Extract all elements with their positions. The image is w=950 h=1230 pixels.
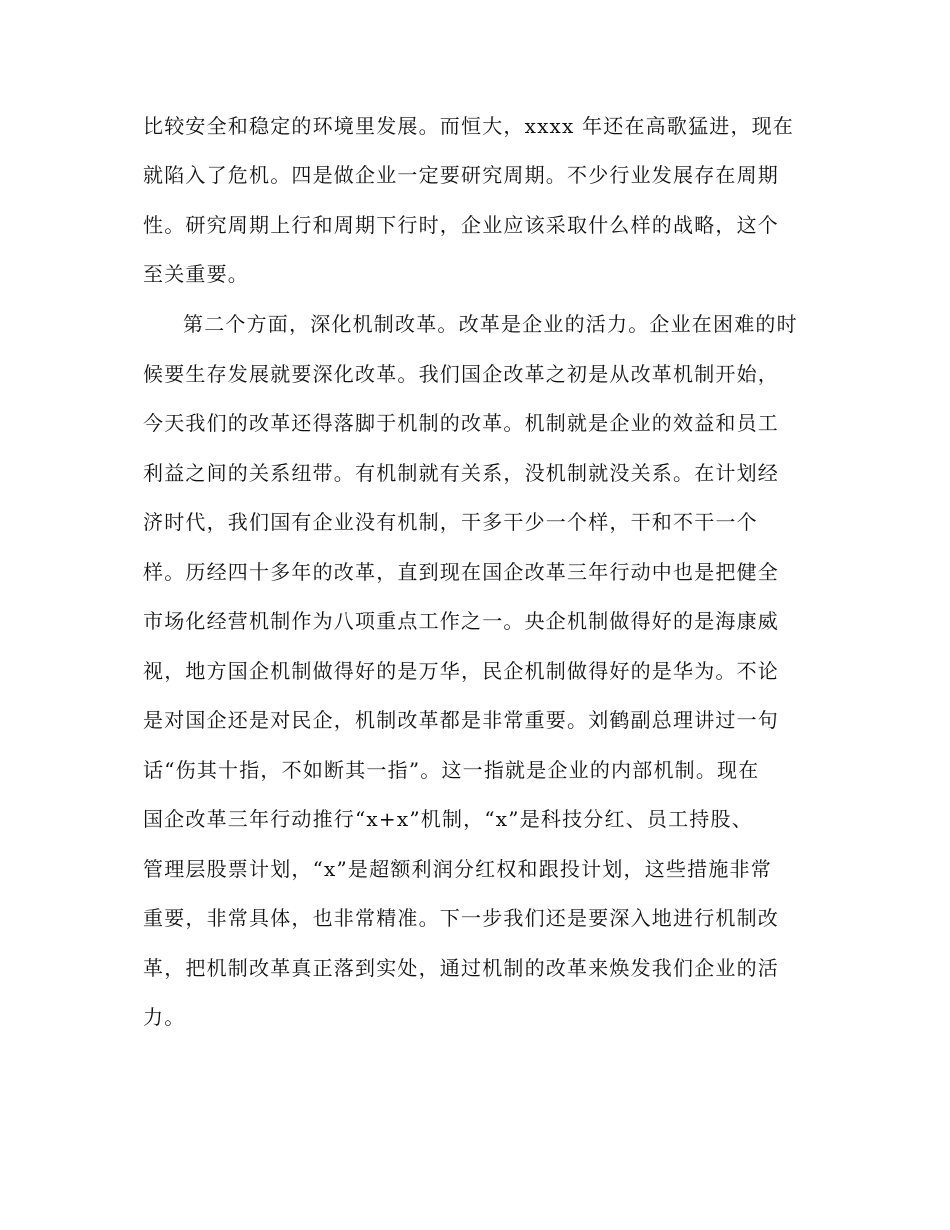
text-line: 市场化经营机制作为八项重点工作之一。央企机制做得好的是海康威 bbox=[143, 609, 779, 633]
text-line: 力。 bbox=[143, 1005, 186, 1029]
text-line: 就陷入了危机。四是做企业一定要研究周期。不少行业发展存在周期 bbox=[143, 163, 779, 187]
text-line: 革，把机制改革真正落到实处，通过机制的改革来焕发我们企业的活 bbox=[143, 956, 779, 980]
text-line: 管理层股票计划，“x”是超额利润分红权和跟投计划，这些措施非常 bbox=[143, 857, 772, 881]
text-line: 今天我们的改革还得落脚于机制的改革。机制就是企业的效益和员工 bbox=[143, 411, 779, 435]
text-line: 是对国企还是对民企，机制改革都是非常重要。刘鹤副总理讲过一句 bbox=[143, 708, 779, 732]
text-line: 济时代，我们国有企业没有机制，干多干少一个样，干和不干一个 bbox=[143, 510, 758, 534]
text-line: 候要生存发展就要深化改革。我们国企改革之初是从改革机制开始， bbox=[143, 362, 779, 386]
text-line: 国企改革三年行动推行“x+x”机制，“x”是科技分红、员工持股、 bbox=[143, 807, 753, 831]
text-line: 至关重要。 bbox=[143, 262, 249, 286]
text-line: 比较安全和稳定的环境里发展。而恒大，xxxx 年还在高歌猛进，现在 bbox=[143, 114, 795, 138]
text-line: 话“伤其十指，不如断其一指”。这一指就是企业的内部机制。现在 bbox=[143, 758, 760, 782]
text-line: 利益之间的关系纽带。有机制就有关系，没机制就没关系。在计划经 bbox=[143, 461, 779, 485]
text-line: 重要，非常具体，也非常精准。下一步我们还是要深入地进行机制改 bbox=[143, 906, 779, 930]
text-line: 性。研究周期上行和周期下行时，企业应该采取什么样的战略，这个 bbox=[143, 213, 779, 237]
text-line: 样。历经四十多年的改革，直到现在国企改革三年行动中也是把健全 bbox=[143, 560, 779, 584]
text-line: 视，地方国企机制做得好的是万华，民企机制做得好的是华为。不论 bbox=[143, 659, 779, 683]
paragraph-start-line: 第二个方面，深化机制改革。改革是企业的活力。企业在困难的时 bbox=[183, 312, 798, 336]
